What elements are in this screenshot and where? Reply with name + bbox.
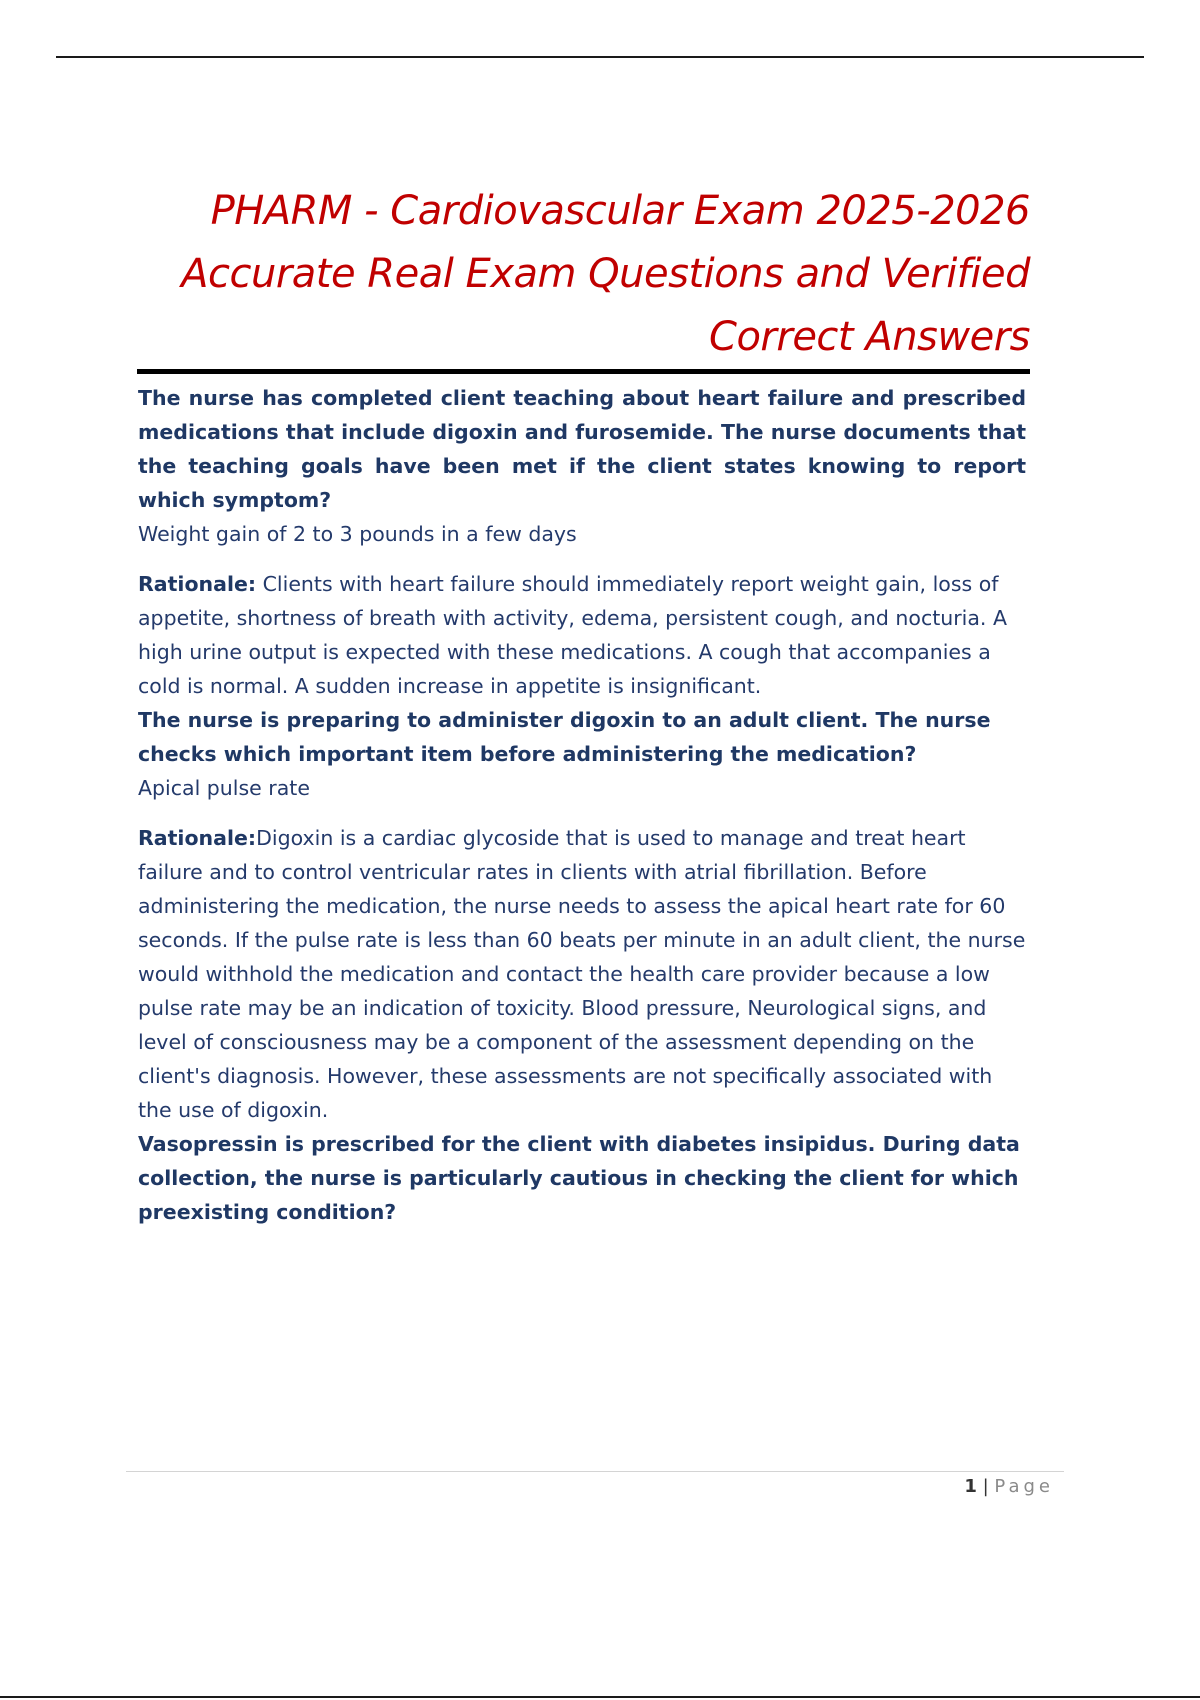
title-underline xyxy=(137,369,1030,374)
question-block-1 xyxy=(138,381,1026,703)
page-footer xyxy=(964,1476,1054,1497)
title-line-1: PHARM - Cardiovascular Exam 2025-2026 xyxy=(210,188,1030,234)
title-line-2: Accurate Real Exam Questions and Verified xyxy=(181,251,1030,297)
rationale-label: Rationale: xyxy=(138,826,257,850)
title-line-3: Correct Answers xyxy=(709,314,1030,360)
page-label: Page xyxy=(994,1476,1054,1497)
rationale-text: Digoxin is a cardiac glycoside that is used to manage and treat heart failure and to control ventricular rates in clients with atrial fibrillation. Before administering the medication, the nurse needs to assess the apical heart rate for 60 seconds. If the pulse rate is less than 60 beats per minute in an adult client, the nurse would withhold the medication and contact the health care provider because a low pulse rate may be an indication of toxicity. Blood pressure, Neurological signs, and level of consciousness may be a component of the assessment depending on the client's diagnosis. However, these assessments are not specifically associated with the use of digoxin. xyxy=(138,826,1026,1122)
page-separator: | xyxy=(982,1476,989,1497)
rationale xyxy=(138,821,1026,1127)
question-block-2 xyxy=(138,703,1026,1127)
answer-text: Weight gain of 2 to 3 pounds in a few days xyxy=(138,522,577,546)
answer-text: Apical pulse rate xyxy=(138,776,310,800)
top-rule xyxy=(56,56,1144,58)
footer-rule xyxy=(126,1471,1064,1472)
document-body xyxy=(138,381,1026,1229)
question-text: Vasopressin is prescribed for the client with diabetes insipidus. During data collection, the nurse is particularly cautious in checking the client for which preexisting condition? xyxy=(138,1132,1020,1224)
question-text: The nurse has completed client teaching about heart failure and prescribed medications that include digoxin and furosemide. The nurse documents that the teaching goals have been met if the client states knowing to report which symptom? xyxy=(138,386,1026,512)
page-number: 1 xyxy=(964,1476,977,1497)
rationale-text: Clients with heart failure should immediately report weight gain, loss of appetite, shortness of breath with activity, edema, persistent cough, and nocturia. A high urine output is expected with these medications. A cough that accompanies a cold is normal. A sudden increase in appetite is insignificant. xyxy=(138,572,1007,698)
document-title xyxy=(160,180,1030,369)
rationale-label: Rationale: xyxy=(138,572,257,596)
question-text: The nurse is preparing to administer digoxin to an adult client. The nurse checks which important item before administering the medication? xyxy=(138,708,991,766)
rationale xyxy=(138,567,1026,703)
question-block-3 xyxy=(138,1127,1026,1229)
bottom-rule xyxy=(0,1696,1200,1698)
